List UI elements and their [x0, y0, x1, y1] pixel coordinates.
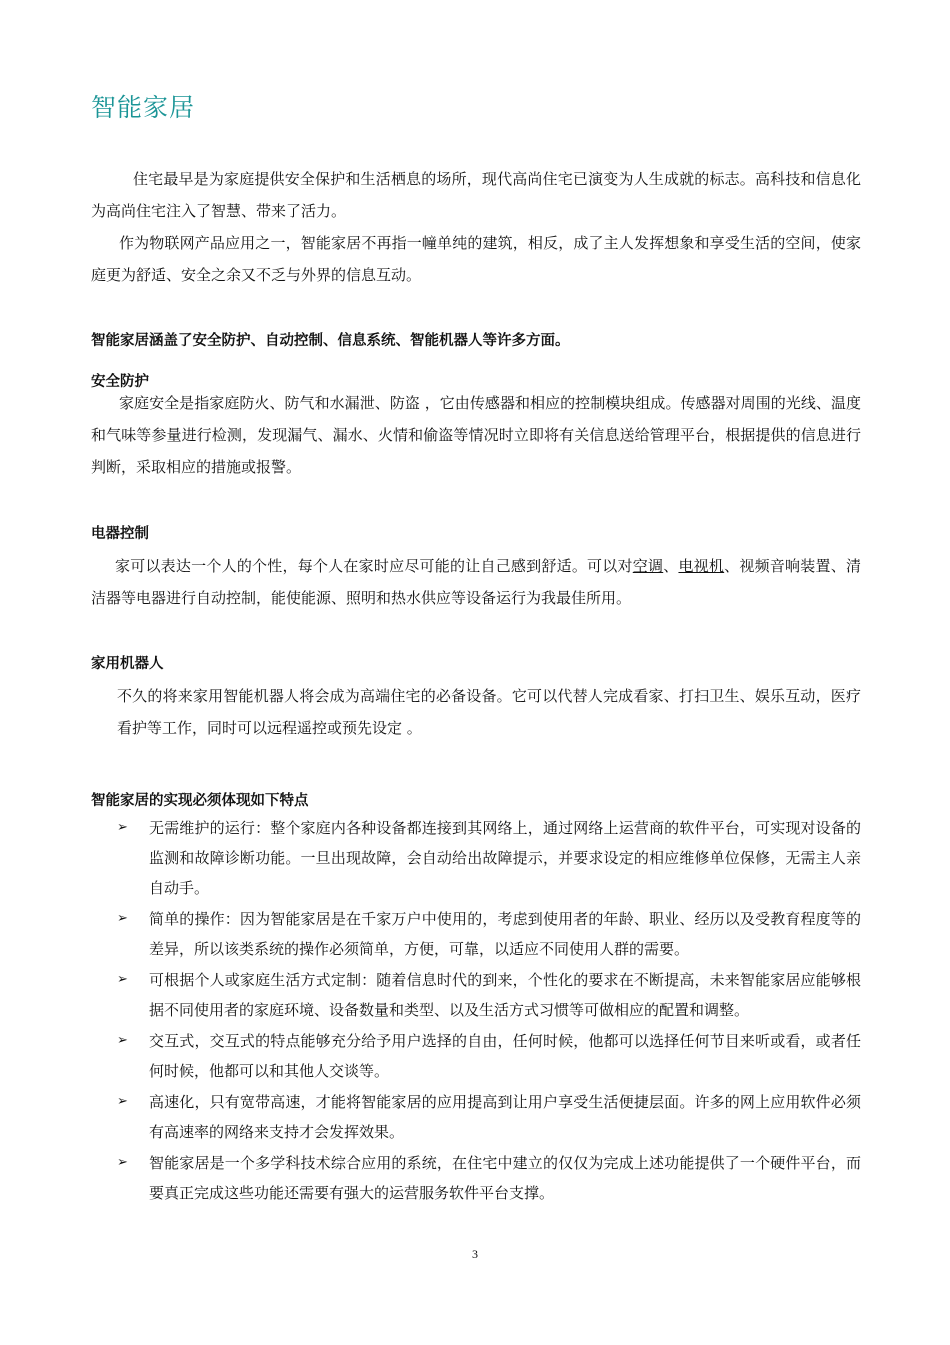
- appliance-separator: 、: [663, 557, 679, 575]
- feature-item: ➢ 高速化，只有宽带高速，才能将智能家居的应用提高到让用户享受生活便捷层面。许多的网上应用软件必须有高速率的网络来支持才会发挥效果。: [91, 1087, 861, 1147]
- arrow-bullet-icon: ➢: [117, 820, 128, 835]
- robot-heading: 家用机器人: [91, 656, 164, 672]
- appliance-heading: 电器控制: [91, 526, 149, 542]
- security-heading: 安全防护: [91, 374, 149, 390]
- page-number: 3: [472, 1247, 478, 1261]
- arrow-bullet-icon: ➢: [117, 911, 128, 926]
- feature-item: ➢ 可根据个人或家庭生活方式定制：随着信息时代的到来，个性化的要求在不断提高，未来智能家居应能够根据不同使用者的家庭环境、设备数量和类型、以及生活方式习惯等可做相应的配置和调整。: [91, 965, 861, 1025]
- link-television[interactable]: 电视机: [678, 557, 725, 575]
- appliance-paragraph: [91, 550, 861, 614]
- arrow-bullet-icon: ➢: [117, 1155, 128, 1170]
- intro-paragraph-2: 作为物联网产品应用之一，智能家居不再指一幢单纯的建筑，相反，成了主人发挥想象和享受生活的空间，使家庭更为舒适、安全之余又不乏与外界的信息互动。: [91, 234, 861, 284]
- arrow-bullet-icon: ➢: [117, 972, 128, 987]
- intro-paragraph-1: 住宅最早是为家庭提供安全保护和生活栖息的场所，现代高尚住宅已演变为人生成就的标志。高科技和信息化为高尚住宅注入了智慧、带来了活力。: [91, 170, 861, 220]
- link-air-conditioner[interactable]: 空调: [632, 557, 664, 575]
- security-paragraph: 家庭安全是指家庭防火、防气和水漏泄、防盗 ，它由传感器和相应的控制模块组成。传感器对周围的光线、温度和气味等参量进行检测，发现漏气、漏水、火情和偷盗等情况时立即将有关信息送给管理平台，根据提供的信息进行判断，采取相应的措施或报警。: [91, 394, 861, 476]
- appliance-text-a: 家可以表达一个人的个性，每个人在家时应尽可能的让自己感到舒适。可以对: [115, 557, 633, 575]
- coverage-heading: 智能家居涵盖了安全防护、自动控制、信息系统、智能机器人等许多方面。: [91, 333, 570, 349]
- feature-item: ➢ 无需维护的运行：整个家庭内各种设备都连接到其网络上，通过网络上运营商的软件平台，可实现对设备的监测和故障诊断功能。一旦出现故障，会自动给出故障提示，并要求设定的相应维修单位保修，无需主人亲自动手。: [91, 813, 861, 903]
- arrow-bullet-icon: ➢: [117, 1094, 128, 1109]
- feature-item: ➢ 简单的操作：因为智能家居是在千家万户中使用的，考虑到使用者的年龄、职业、经历以及受教育程度等的差异，所以该类系统的操作必须简单，方便，可靠，以适应不同使用人群的需要。: [91, 904, 861, 964]
- robot-paragraph: 不久的将来家用智能机器人将会成为高端住宅的必备设备。它可以代替人完成看家、打扫卫生、娱乐互动，医疗看护等工作，同时可以远程遥控或预先设定 。: [117, 687, 861, 737]
- feature-item: ➢ 交互式，交互式的特点能够充分给予用户选择的自由，任何时候，他都可以选择任何节目来听或看，或者任何时候，他都可以和其他人交谈等。: [91, 1026, 861, 1086]
- arrow-bullet-icon: ➢: [117, 1033, 128, 1048]
- appliance-text-b: 、视频音响装置、清洁器等电器进行自动控制，能使能源、照明和热水供应等设备运行为我最佳所用。: [91, 557, 861, 607]
- feature-item: ➢ 智能家居是一个多学科技术综合应用的系统，在住宅中建立的仅仅为完成上述功能提供了一个硬件平台，而要真正完成这些功能还需要有强大的运营服务软件平台支撑。: [91, 1148, 861, 1208]
- page-title: 智能家居: [91, 93, 196, 122]
- features-heading: 智能家居的实现必须体现如下特点: [91, 793, 309, 809]
- features-list: [91, 813, 861, 1209]
